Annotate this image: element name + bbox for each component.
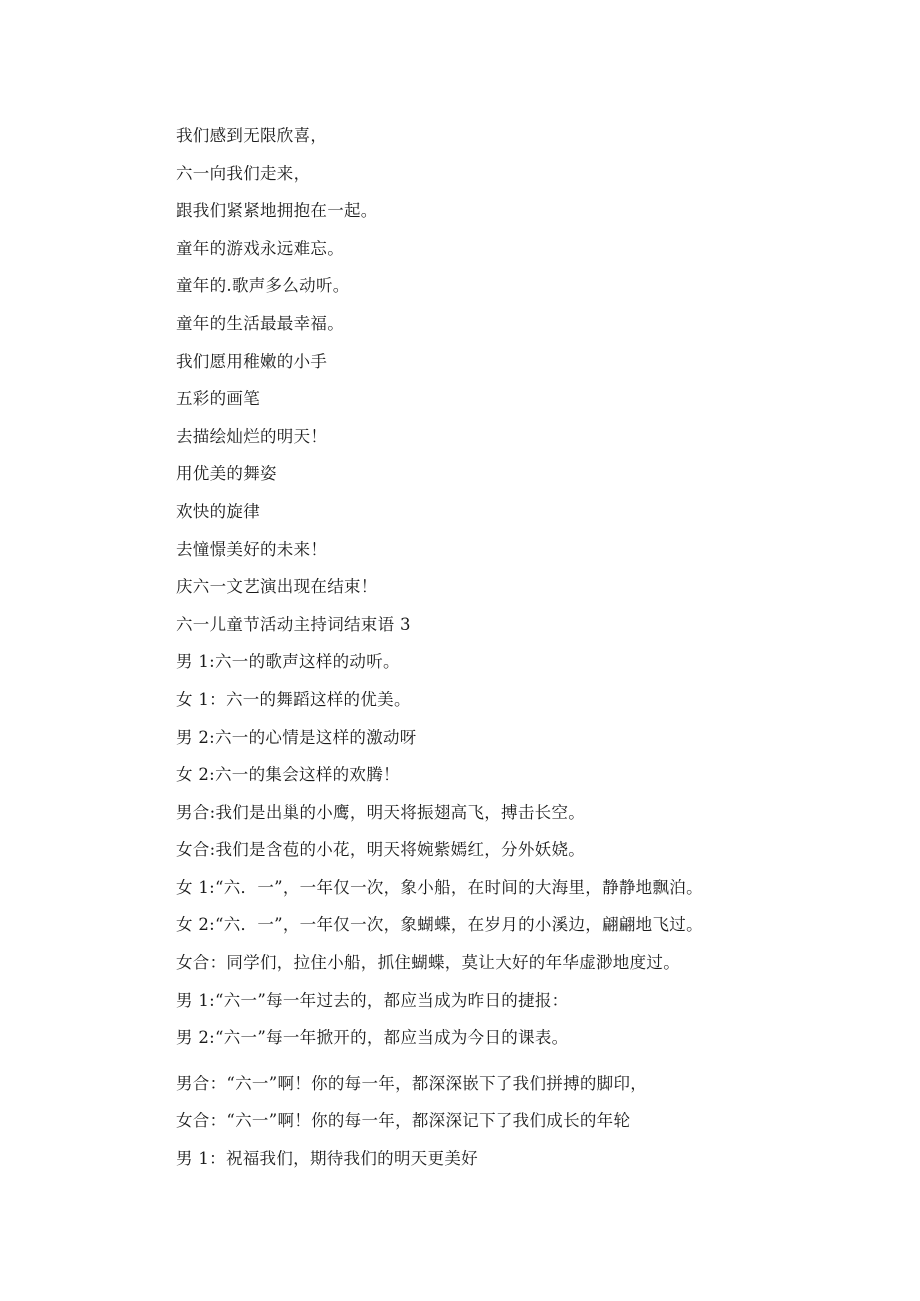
text-line: 庆六一文艺演出现在结束！ bbox=[176, 577, 378, 597]
text-line: 五彩的画笔 bbox=[176, 389, 260, 409]
dialogue-line: 男合:我们是出巢的小鹰，明天将振翅高飞，搏击长空。 bbox=[176, 802, 586, 822]
text-line: 我们愿用稚嫩的小手 bbox=[176, 351, 328, 371]
dialogue-line: 女 2:“六．一”，一年仅一次，象蝴蝶，在岁月的小溪边，翩翩地飞过。 bbox=[176, 915, 703, 935]
dialogue-line: 男合：“六一”啊！你的每一年，都深深嵌下了我们拼搏的脚印， bbox=[176, 1073, 648, 1093]
text-line: 童年的生活最最幸福。 bbox=[176, 313, 344, 333]
dialogue-line: 女 1：六一的舞蹈这样的优美。 bbox=[176, 689, 411, 709]
text-line: 我们感到无限欣喜， bbox=[176, 126, 328, 145]
text-line: 童年的.歌声多么动听。 bbox=[176, 276, 350, 296]
document-body bbox=[176, 117, 796, 1178]
dialogue-line: 女合:我们是含苞的小花，明天将婉紫嫣红，分外妖娆。 bbox=[176, 840, 586, 860]
dialogue-line: 男 1：祝福我们，期待我们的明天更美好 bbox=[176, 1149, 478, 1169]
dialogue-line: 男 2:“六一”每一年掀开的，都应当成为今日的课表。 bbox=[176, 1028, 569, 1048]
text-line: 去描绘灿烂的明天！ bbox=[176, 426, 328, 446]
dialogue-line: 女合：“六一”啊！你的每一年，都深深记下了我们成长的年轮 bbox=[176, 1111, 631, 1131]
section-heading: 六一儿童节活动主持词结束语 3 bbox=[176, 614, 411, 634]
dialogue-line: 女 1:“六．一”，一年仅一次，象小船，在时间的大海里，静静地飘泊。 bbox=[176, 877, 703, 897]
text-line: 童年的游戏永远难忘。 bbox=[176, 238, 344, 258]
paragraph-gap bbox=[176, 1057, 796, 1065]
text-line: 欢快的旋律 bbox=[176, 501, 260, 521]
dialogue-line: 男 1:“六一”每一年过去的，都应当成为昨日的捷报： bbox=[176, 990, 569, 1010]
dialogue-line: 女 2:六一的集会这样的欢腾！ bbox=[176, 765, 400, 785]
text-line: 六一向我们走来， bbox=[176, 163, 311, 183]
text-line: 用优美的舞姿 bbox=[176, 464, 277, 484]
dialogue-line: 男 1:六一的歌声这样的动听。 bbox=[176, 652, 400, 672]
text-line: 跟我们紧紧地拥抱在一起。 bbox=[176, 201, 378, 221]
dialogue-line: 男 2:六一的心情是这样的激动呀 bbox=[176, 727, 417, 747]
dialogue-line: 女合：同学们，拉住小船，抓住蝴蝶，莫让大好的年华虚渺地度过。 bbox=[176, 953, 680, 973]
text-line: 去憧憬美好的未来！ bbox=[176, 539, 328, 559]
